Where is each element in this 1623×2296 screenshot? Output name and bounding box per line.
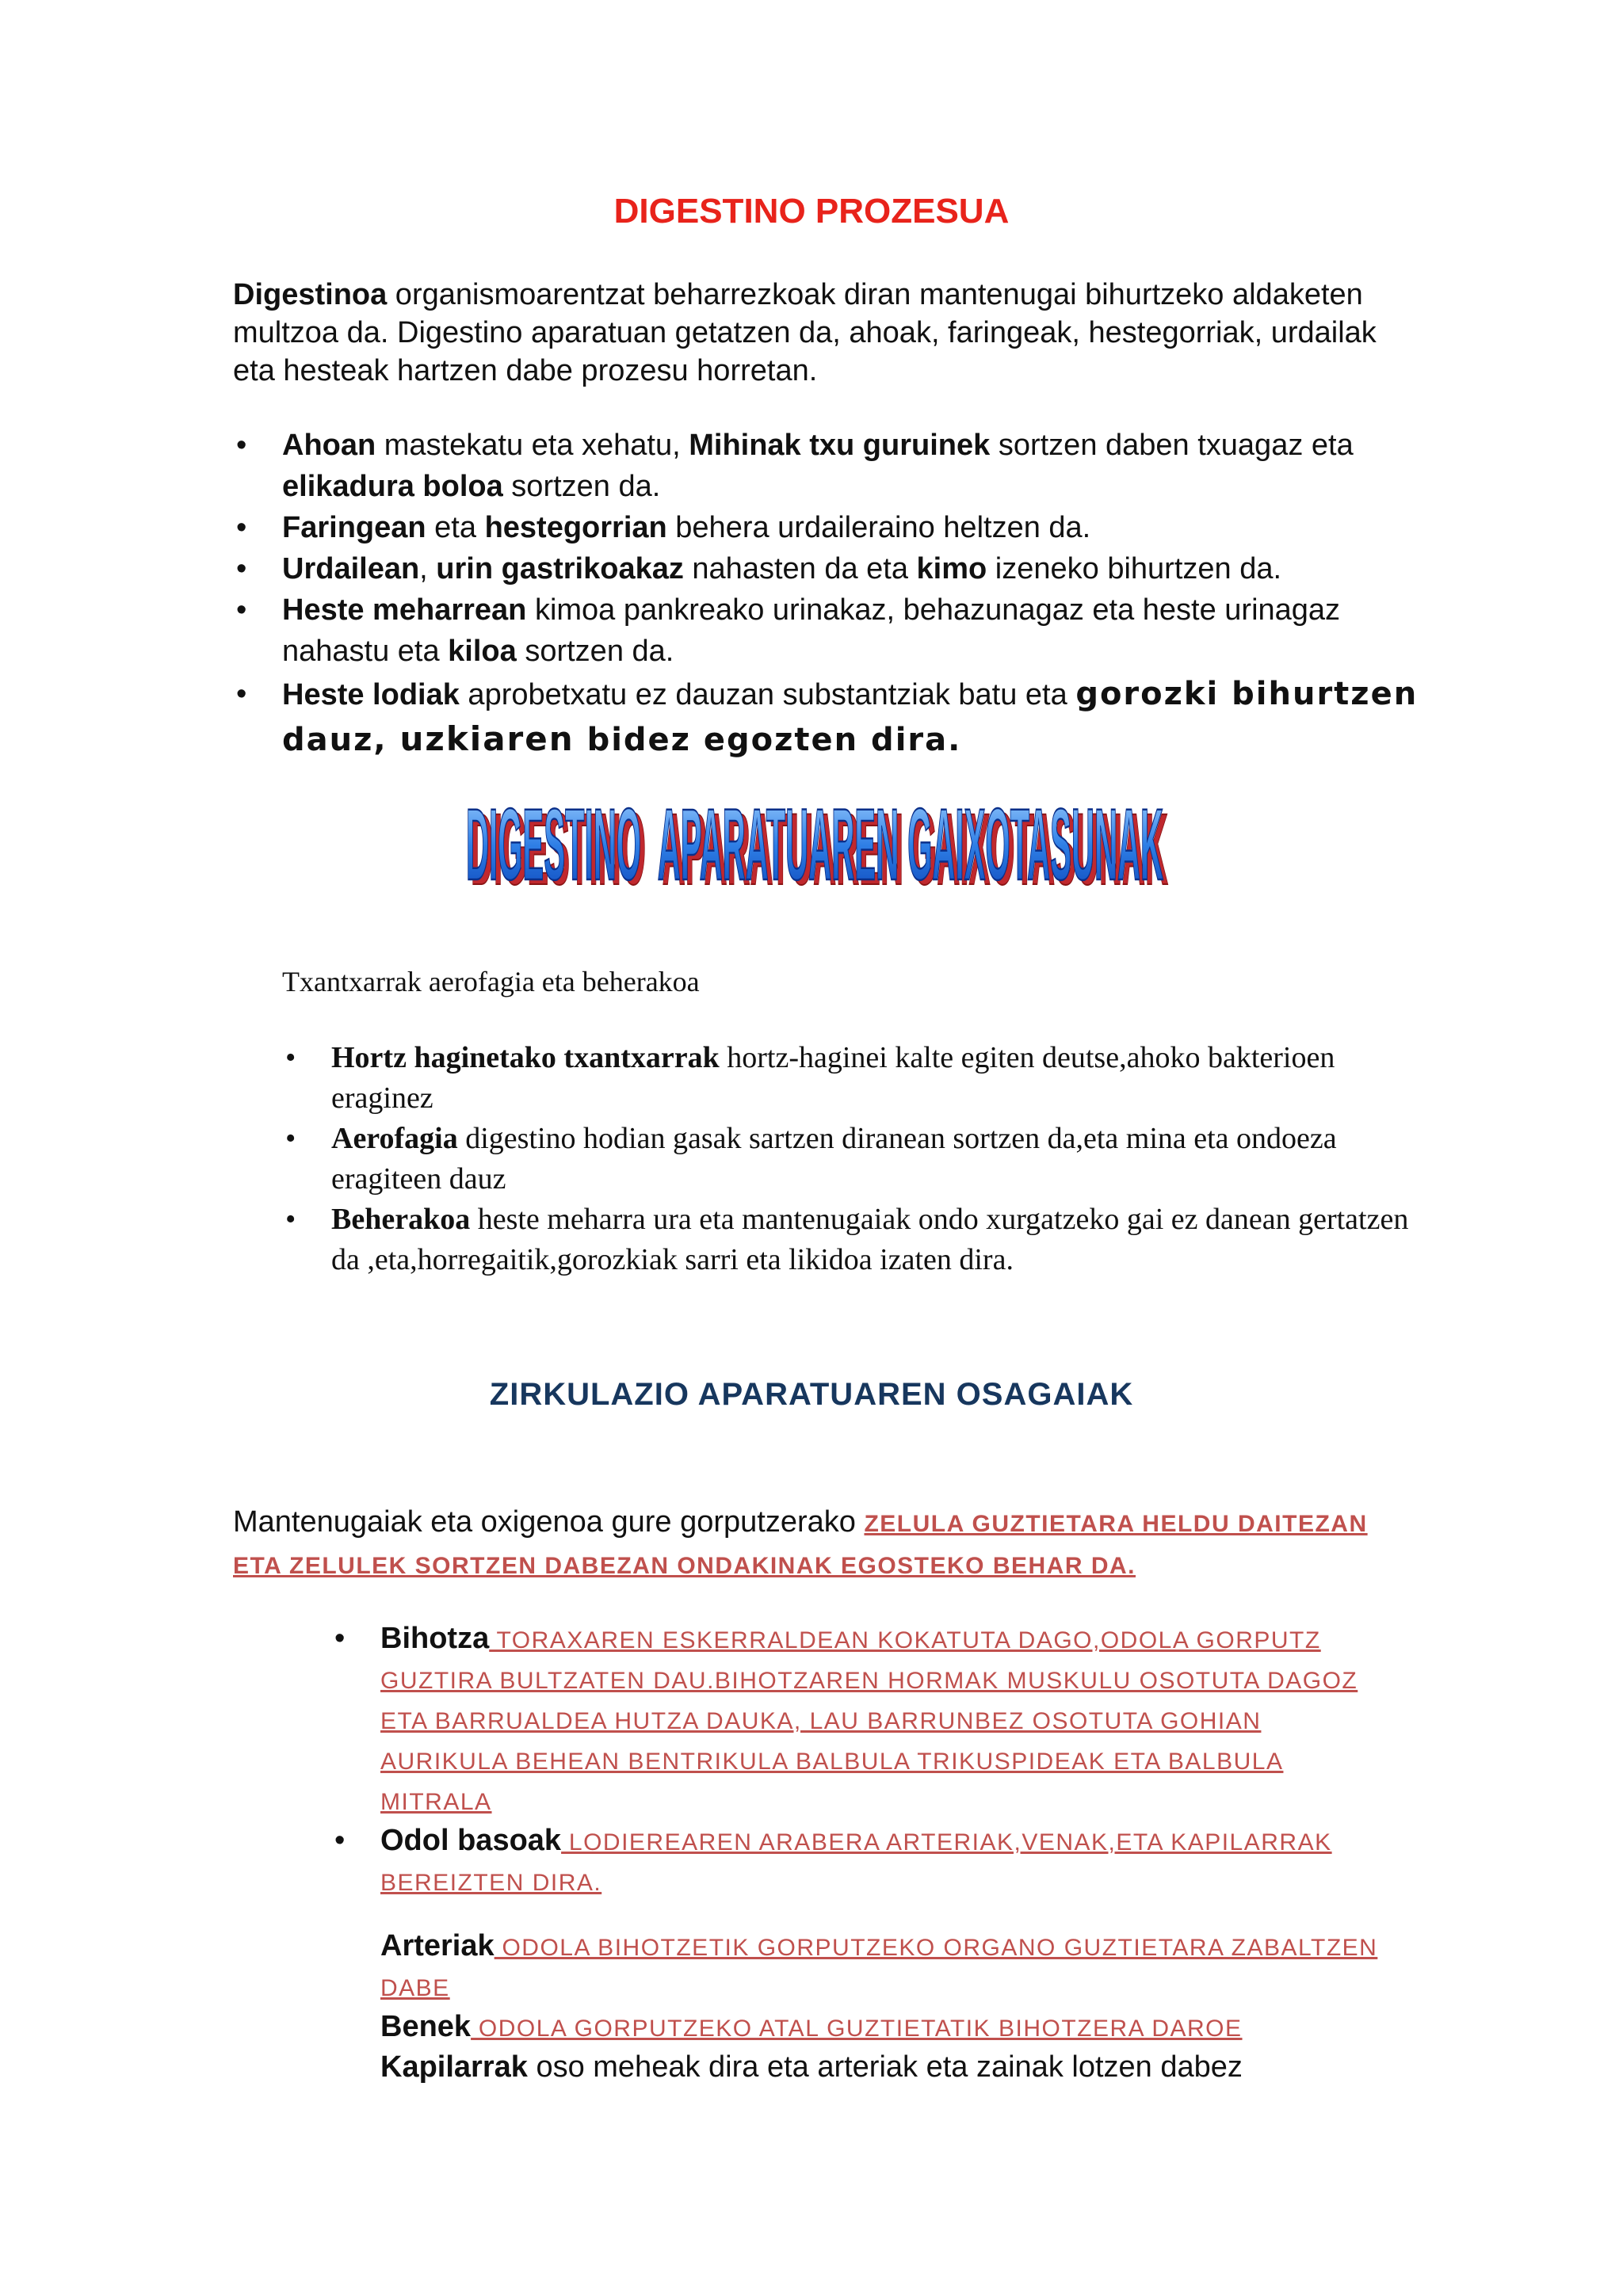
- bullet-icon: •: [236, 593, 247, 627]
- diseases-subtitle: Txantxarrak aerofagia eta beherakoa: [282, 966, 700, 997]
- diseases-list: [282, 1038, 1431, 1280]
- list-item: [233, 548, 1422, 589]
- wordart-title: [444, 792, 1189, 903]
- term: Aerofagia: [331, 1122, 458, 1155]
- text: digestino hodian gasak sartzen diranean sortzen da,eta mina eta ondoeza eragiteen dauz: [331, 1122, 1337, 1196]
- text: Mantenugaiak eta oxigenoa gure gorputzerako: [233, 1505, 865, 1539]
- text: oso meheak dira eta arteriak eta zainak lotzen dabez: [527, 2050, 1243, 2084]
- list-item: [282, 1199, 1431, 1280]
- intro-text: organismoarentzat beharrezkoak diran mantenugai bihurtzeko aldaketen multzoa da. Digestino aparatuan getatzen da, ahoak, faringeak, hestegorriak, urdailak eta hesteak hartzen dabe prozesu horretan.: [233, 278, 1377, 387]
- term: Arteriak: [380, 1929, 495, 1962]
- term: kimo: [916, 552, 987, 585]
- term: Heste lodiak: [282, 678, 460, 711]
- term: Mihinak txu guruinek: [689, 429, 991, 462]
- text: sortzen da.: [502, 470, 661, 503]
- list-item: [233, 589, 1422, 672]
- list-item: [331, 1821, 1393, 1902]
- text: behera urdaileraino heltzen da.: [666, 511, 1091, 544]
- term: Beherakoa: [331, 1203, 471, 1236]
- bullet-icon: •: [285, 1203, 296, 1236]
- bullet-icon: •: [236, 677, 247, 711]
- definition-benek: [380, 2008, 1411, 2048]
- term: Bihotza: [380, 1622, 490, 1655]
- bullet-icon: •: [285, 1041, 296, 1074]
- bullet-icon: •: [236, 511, 247, 544]
- definition-arteriak: [380, 1927, 1411, 2008]
- caps-text: ZELULA GUZTIETARA HELDU DAITEZAN ETA ZELULEK SORTZEN DABEZAN ONDAKINAK EGOSTEKO BEHAR DA.: [233, 1511, 1368, 1579]
- bullet-icon: •: [334, 1824, 346, 1857]
- list-item: [282, 1119, 1431, 1199]
- text: heste meharra ura eta mantenugaiak ondo xurgatzeko gai ez danean gertatzen da ,eta,horregaitik,gorozkiak sarri eta likidoa izaten dira.: [331, 1203, 1409, 1276]
- caps-text: ODOLA BIHOTZETIK GORPUTZEKO ORGANO GUZTIETARA ZABALTZEN DABE: [380, 1935, 1378, 2001]
- vessel-definitions: [380, 1927, 1411, 2086]
- text: sortzen daben txuagaz eta: [990, 429, 1354, 462]
- caps-text: LODIEREAREN ARABERA ARTERIAK,VENAK,ETA KAPILARRAK BEREIZTEN DIRA.: [380, 1829, 1332, 1896]
- list-item: [233, 507, 1422, 548]
- circulation-list: [331, 1619, 1393, 1902]
- text: izeneko bihurtzen da.: [987, 552, 1282, 585]
- intro-term: Digestinoa: [233, 278, 388, 311]
- term: Kapilarrak: [380, 2050, 528, 2084]
- term: Ahoan: [282, 429, 376, 462]
- text: sortzen da.: [516, 635, 674, 668]
- term: Hortz haginetako txantxarrak: [331, 1041, 720, 1074]
- term: Heste meharrean: [282, 593, 527, 627]
- text: mastekatu eta xehatu,: [376, 429, 689, 462]
- circulation-intro: [233, 1502, 1422, 1586]
- caps-text: TORAXAREN ESKERRALDEAN KOKATUTA DAGO,ODOLA GORPUTZ GUZTIRA BULTZATEN DAU.BIHOTZAREN HORMAK MUSKULU OSOTUTA DAGOZ ETA BARRUALDEA HUTZA DAUKA, LAU BARRUNBEZ OSOTUTA GOHIAN AURIKULA BEHEAN BENTRIKULA BALBULA TRIKUSPIDEAK ETA BALBULA MITRALA: [380, 1627, 1358, 1815]
- list-item: [282, 1038, 1431, 1119]
- list-item: [331, 1619, 1393, 1821]
- section-title-digestino-prozesua: DIGESTINO PROZESUA: [613, 192, 1010, 231]
- intro-paragraph: [233, 276, 1390, 390]
- heavy-text: bidez egozten dira.: [574, 722, 962, 758]
- term: Urdailean: [282, 552, 420, 585]
- heavy-text: uzkiaren: [399, 719, 575, 758]
- term: kiloa: [448, 635, 517, 668]
- bullet-icon: •: [236, 552, 247, 585]
- wordart-shadow: DIGESTINO APARATUAREN GAIXOTASUNAK: [471, 793, 1168, 903]
- bullet-icon: •: [236, 429, 247, 462]
- term: Odol basoak: [380, 1824, 562, 1857]
- text: kimoa pankreako urinakaz, behazunagaz eta heste urinagaz nahastu eta: [282, 593, 1341, 668]
- term: Benek: [380, 2010, 472, 2043]
- caps-text: ODOLA GORPUTZEKO ATAL GUZTIETATIK BIHOTZERA DAROE: [471, 2016, 1243, 2042]
- definition-kapilarrak: [380, 2048, 1411, 2086]
- term: elikadura boloa: [282, 470, 503, 503]
- text: eta: [426, 511, 485, 544]
- term: Faringean: [282, 511, 426, 544]
- wordart-text: DIGESTINO APARATUAREN GAIXOTASUNAK: [466, 792, 1163, 902]
- term: urin gastrikoakaz: [436, 552, 684, 585]
- term: hestegorrian: [484, 511, 667, 544]
- list-item: [233, 672, 1422, 763]
- digestion-steps-list: [233, 425, 1422, 763]
- heavy-text: gorozki bihurtzen dauz,: [282, 676, 1419, 758]
- text: nahasten da eta: [683, 552, 917, 585]
- text: ,: [419, 552, 437, 585]
- bullet-icon: •: [334, 1622, 346, 1655]
- list-item: [233, 425, 1422, 507]
- text: aprobetxatu ez dauzan substantziak batu eta: [459, 678, 1076, 711]
- bullet-icon: •: [285, 1122, 296, 1155]
- section-title-zirkulazio: ZIRKULAZIO APARATUAREN OSAGAIAK: [489, 1377, 1134, 1412]
- text: hortz-haginei kalte egiten deutse,ahoko bakterioen eraginez: [331, 1041, 1335, 1115]
